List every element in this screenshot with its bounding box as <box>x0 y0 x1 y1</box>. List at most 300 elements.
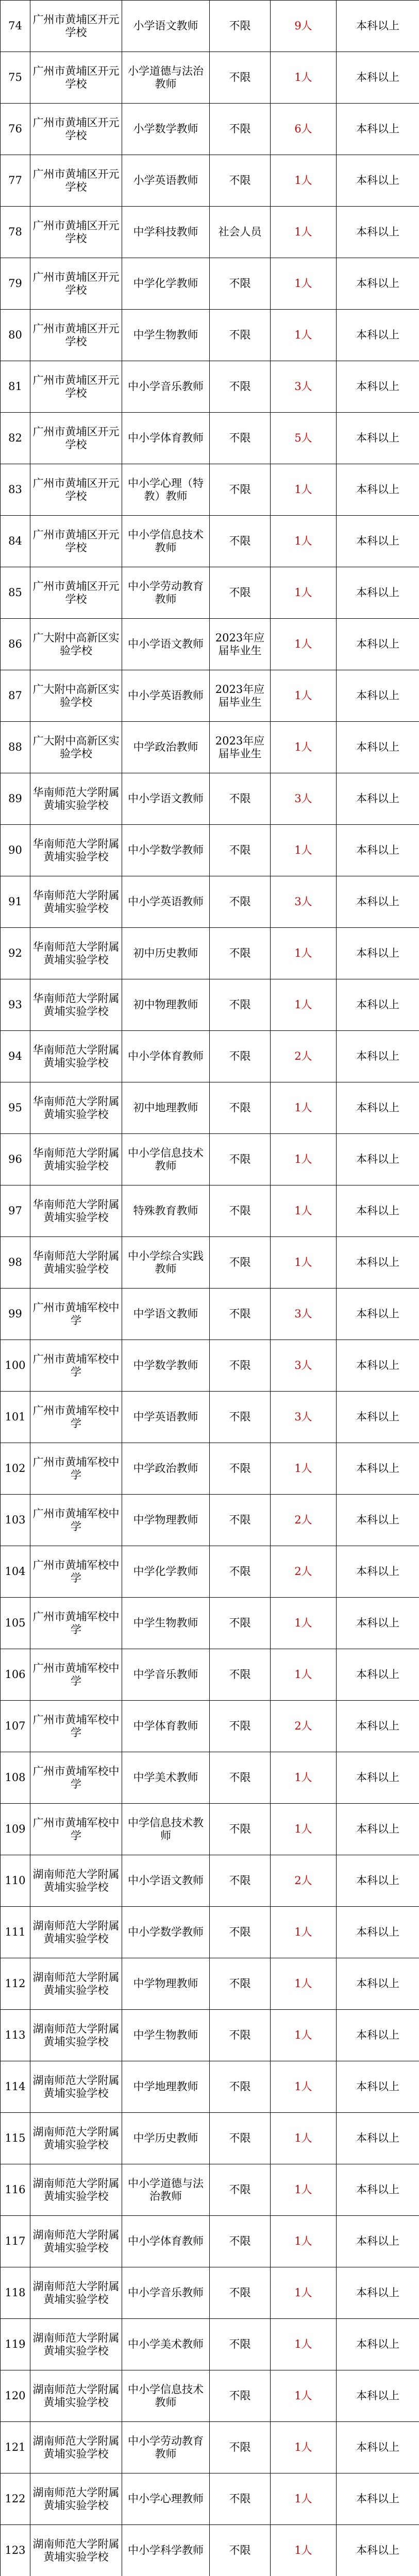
education-requirement: 本科以上 <box>337 876 419 928</box>
hire-count: 1人 <box>271 1907 337 1958</box>
table-row <box>1 310 419 361</box>
hire-count: 1人 <box>271 825 337 876</box>
hire-count: 1人 <box>271 1598 337 1649</box>
table-row <box>1 1289 419 1340</box>
education-requirement: 本科以上 <box>337 2010 419 2061</box>
candidate-requirement: 不限 <box>210 2422 271 2473</box>
education-requirement: 本科以上 <box>337 155 419 207</box>
position-title: 特殊教育教师 <box>122 1185 210 1237</box>
table-row <box>1 413 419 464</box>
position-title: 中小学体育教师 <box>122 413 210 464</box>
table-row <box>1 1 419 52</box>
school-name: 广州市黄埔区开元学校 <box>30 413 122 464</box>
table-row <box>1 1855 419 1907</box>
hire-count: 1人 <box>271 2267 337 2319</box>
table-row <box>1 2113 419 2164</box>
row-number: 121 <box>1 2422 30 2473</box>
hire-count: 1人 <box>271 1237 337 1289</box>
row-number: 86 <box>1 619 30 670</box>
school-name: 广大附中高新区实验学校 <box>30 670 122 722</box>
position-title: 中小学劳动教育教师 <box>122 567 210 619</box>
education-requirement: 本科以上 <box>337 2370 419 2422</box>
candidate-requirement: 不限 <box>210 1701 271 1752</box>
education-requirement: 本科以上 <box>337 1392 419 1443</box>
position-title: 中学英语教师 <box>122 1392 210 1443</box>
position-title: 中小学英语教师 <box>122 670 210 722</box>
row-number: 75 <box>1 52 30 104</box>
education-requirement: 本科以上 <box>337 207 419 258</box>
row-number: 98 <box>1 1237 30 1289</box>
table-row <box>1 2370 419 2422</box>
hire-count: 1人 <box>271 1134 337 1185</box>
candidate-requirement: 不限 <box>210 2061 271 2113</box>
candidate-requirement: 不限 <box>210 310 271 361</box>
hire-count: 1人 <box>271 1804 337 1855</box>
school-name: 华南师范大学附属黄埔实验学校 <box>30 876 122 928</box>
hire-count: 3人 <box>271 876 337 928</box>
school-name: 湖南师范大学附属黄埔实验学校 <box>30 2113 122 2164</box>
candidate-requirement: 不限 <box>210 1031 271 1082</box>
position-title: 中小学音乐教师 <box>122 361 210 413</box>
candidate-requirement: 不限 <box>210 1598 271 1649</box>
position-title: 小学数学教师 <box>122 104 210 155</box>
candidate-requirement: 不限 <box>210 1546 271 1598</box>
hire-count: 2人 <box>271 1031 337 1082</box>
table-row <box>1 1958 419 2010</box>
position-title: 中学化学教师 <box>122 258 210 310</box>
education-requirement: 本科以上 <box>337 1031 419 1082</box>
candidate-requirement: 2023年应届毕业生 <box>210 619 271 670</box>
row-number: 88 <box>1 722 30 773</box>
education-requirement: 本科以上 <box>337 1855 419 1907</box>
candidate-requirement: 不限 <box>210 1185 271 1237</box>
education-requirement: 本科以上 <box>337 722 419 773</box>
school-name: 湖南师范大学附属黄埔实验学校 <box>30 2422 122 2473</box>
education-requirement: 本科以上 <box>337 1443 419 1495</box>
candidate-requirement: 不限 <box>210 2164 271 2216</box>
table-row <box>1 2267 419 2319</box>
school-name: 广州市黄埔军校中学 <box>30 1598 122 1649</box>
position-title: 小学道德与法治教师 <box>122 52 210 104</box>
position-title: 中小学语文教师 <box>122 773 210 825</box>
row-number: 105 <box>1 1598 30 1649</box>
table-row <box>1 979 419 1031</box>
candidate-requirement: 不限 <box>210 2113 271 2164</box>
row-number: 76 <box>1 104 30 155</box>
hire-count: 1人 <box>271 670 337 722</box>
row-number: 83 <box>1 464 30 516</box>
hire-count: 1人 <box>271 619 337 670</box>
school-name: 广州市黄埔军校中学 <box>30 1443 122 1495</box>
candidate-requirement: 不限 <box>210 825 271 876</box>
candidate-requirement: 不限 <box>210 2473 271 2525</box>
education-requirement: 本科以上 <box>337 1 419 52</box>
table-row <box>1 516 419 567</box>
table-row <box>1 1907 419 1958</box>
row-number: 116 <box>1 2164 30 2216</box>
candidate-requirement: 不限 <box>210 2319 271 2370</box>
education-requirement: 本科以上 <box>337 1289 419 1340</box>
hire-count: 1人 <box>271 2319 337 2370</box>
table-row <box>1 825 419 876</box>
position-title: 中小学音乐教师 <box>122 2267 210 2319</box>
position-title: 初中历史教师 <box>122 928 210 979</box>
education-requirement: 本科以上 <box>337 1546 419 1598</box>
position-title: 中学化学教师 <box>122 1546 210 1598</box>
row-number: 101 <box>1 1392 30 1443</box>
row-number: 106 <box>1 1649 30 1701</box>
school-name: 广州市黄埔区开元学校 <box>30 516 122 567</box>
education-requirement: 本科以上 <box>337 825 419 876</box>
school-name: 湖南师范大学附属黄埔实验学校 <box>30 2010 122 2061</box>
hire-count: 1人 <box>271 1443 337 1495</box>
table-row <box>1 876 419 928</box>
education-requirement: 本科以上 <box>337 52 419 104</box>
education-requirement: 本科以上 <box>337 1907 419 1958</box>
candidate-requirement: 不限 <box>210 1134 271 1185</box>
school-name: 广州市黄埔军校中学 <box>30 1804 122 1855</box>
row-number: 102 <box>1 1443 30 1495</box>
education-requirement: 本科以上 <box>337 1752 419 1804</box>
school-name: 广州市黄埔区开元学校 <box>30 567 122 619</box>
candidate-requirement: 不限 <box>210 773 271 825</box>
row-number: 93 <box>1 979 30 1031</box>
hire-count: 1人 <box>271 2422 337 2473</box>
education-requirement: 本科以上 <box>337 2319 419 2370</box>
row-number: 108 <box>1 1752 30 1804</box>
position-title: 中小学体育教师 <box>122 1031 210 1082</box>
education-requirement: 本科以上 <box>337 2525 419 2576</box>
position-title: 中小学道德与法治教师 <box>122 2164 210 2216</box>
hire-count: 1人 <box>271 2164 337 2216</box>
school-name: 广州市黄埔军校中学 <box>30 1289 122 1340</box>
row-number: 74 <box>1 1 30 52</box>
row-number: 78 <box>1 207 30 258</box>
hire-count: 5人 <box>271 413 337 464</box>
school-name: 广州市黄埔军校中学 <box>30 1340 122 1392</box>
table-row <box>1 2164 419 2216</box>
hire-count: 1人 <box>271 722 337 773</box>
table-row <box>1 1031 419 1082</box>
position-title: 中学语文教师 <box>122 1289 210 1340</box>
candidate-requirement: 不限 <box>210 1392 271 1443</box>
position-title: 初中物理教师 <box>122 979 210 1031</box>
row-number: 91 <box>1 876 30 928</box>
education-requirement: 本科以上 <box>337 2422 419 2473</box>
education-requirement: 本科以上 <box>337 104 419 155</box>
candidate-requirement: 不限 <box>210 567 271 619</box>
table-row <box>1 2216 419 2267</box>
hire-count: 1人 <box>271 1082 337 1134</box>
position-title: 小学英语教师 <box>122 155 210 207</box>
table-row <box>1 1701 419 1752</box>
education-requirement: 本科以上 <box>337 979 419 1031</box>
school-name: 华南师范大学附属黄埔实验学校 <box>30 773 122 825</box>
position-title: 中学音乐教师 <box>122 1649 210 1701</box>
hire-count: 1人 <box>271 2061 337 2113</box>
table-row <box>1 464 419 516</box>
education-requirement: 本科以上 <box>337 1598 419 1649</box>
candidate-requirement: 不限 <box>210 2216 271 2267</box>
education-requirement: 本科以上 <box>337 1701 419 1752</box>
position-title: 中小学心理教师 <box>122 2473 210 2525</box>
row-number: 92 <box>1 928 30 979</box>
school-name: 华南师范大学附属黄埔实验学校 <box>30 1237 122 1289</box>
school-name: 湖南师范大学附属黄埔实验学校 <box>30 2164 122 2216</box>
education-requirement: 本科以上 <box>337 670 419 722</box>
position-title: 中学历史教师 <box>122 2113 210 2164</box>
school-name: 广州市黄埔军校中学 <box>30 1392 122 1443</box>
hire-count: 1人 <box>271 928 337 979</box>
school-name: 华南师范大学附属黄埔实验学校 <box>30 979 122 1031</box>
education-requirement: 本科以上 <box>337 773 419 825</box>
hire-count: 2人 <box>271 1855 337 1907</box>
row-number: 103 <box>1 1495 30 1546</box>
school-name: 湖南师范大学附属黄埔实验学校 <box>30 2267 122 2319</box>
candidate-requirement: 不限 <box>210 1443 271 1495</box>
position-title: 中小学信息技术教师 <box>122 1134 210 1185</box>
table-row <box>1 2422 419 2473</box>
candidate-requirement: 不限 <box>210 876 271 928</box>
position-title: 中学政治教师 <box>122 722 210 773</box>
hire-count: 2人 <box>271 1546 337 1598</box>
table-row <box>1 258 419 310</box>
candidate-requirement: 不限 <box>210 1495 271 1546</box>
candidate-requirement: 不限 <box>210 516 271 567</box>
education-requirement: 本科以上 <box>337 928 419 979</box>
row-number: 77 <box>1 155 30 207</box>
table-row <box>1 2525 419 2576</box>
position-title: 小学语文教师 <box>122 1 210 52</box>
position-title: 中学美术教师 <box>122 1752 210 1804</box>
hire-count: 1人 <box>271 155 337 207</box>
candidate-requirement: 社会人员 <box>210 207 271 258</box>
position-title: 中小学数学教师 <box>122 825 210 876</box>
position-title: 中学物理教师 <box>122 1958 210 2010</box>
hire-count: 1人 <box>271 258 337 310</box>
school-name: 广州市黄埔军校中学 <box>30 1752 122 1804</box>
candidate-requirement: 不限 <box>210 1082 271 1134</box>
education-requirement: 本科以上 <box>337 567 419 619</box>
education-requirement: 本科以上 <box>337 361 419 413</box>
hire-count: 1人 <box>271 1649 337 1701</box>
row-number: 118 <box>1 2267 30 2319</box>
hire-count: 9人 <box>271 1 337 52</box>
row-number: 123 <box>1 2525 30 2576</box>
position-title: 中学体育教师 <box>122 1701 210 1752</box>
row-number: 85 <box>1 567 30 619</box>
education-requirement: 本科以上 <box>337 413 419 464</box>
row-number: 120 <box>1 2370 30 2422</box>
candidate-requirement: 不限 <box>210 1855 271 1907</box>
school-name: 广州市黄埔军校中学 <box>30 1495 122 1546</box>
education-requirement: 本科以上 <box>337 2113 419 2164</box>
school-name: 广州市黄埔区开元学校 <box>30 155 122 207</box>
table-row <box>1 207 419 258</box>
position-title: 中小学美术教师 <box>122 2319 210 2370</box>
education-requirement: 本科以上 <box>337 2216 419 2267</box>
school-name: 广州市黄埔区开元学校 <box>30 52 122 104</box>
row-number: 95 <box>1 1082 30 1134</box>
education-requirement: 本科以上 <box>337 2267 419 2319</box>
table-row <box>1 1185 419 1237</box>
table-row <box>1 1082 419 1134</box>
position-title: 中小学信息技术教师 <box>122 2370 210 2422</box>
education-requirement: 本科以上 <box>337 1495 419 1546</box>
candidate-requirement: 2023年应届毕业生 <box>210 722 271 773</box>
position-title: 中学政治教师 <box>122 1443 210 1495</box>
row-number: 112 <box>1 1958 30 2010</box>
row-number: 84 <box>1 516 30 567</box>
position-title: 中小学综合实践教师 <box>122 1237 210 1289</box>
candidate-requirement: 不限 <box>210 104 271 155</box>
school-name: 湖南师范大学附属黄埔实验学校 <box>30 2061 122 2113</box>
table-row <box>1 52 419 104</box>
hire-count: 2人 <box>271 1495 337 1546</box>
table-row <box>1 619 419 670</box>
school-name: 湖南师范大学附属黄埔实验学校 <box>30 2370 122 2422</box>
candidate-requirement: 不限 <box>210 928 271 979</box>
candidate-requirement: 不限 <box>210 1340 271 1392</box>
position-title: 中学生物教师 <box>122 2010 210 2061</box>
school-name: 广州市黄埔区开元学校 <box>30 361 122 413</box>
table-body <box>1 1 419 2576</box>
row-number: 115 <box>1 2113 30 2164</box>
table-row <box>1 1649 419 1701</box>
hire-count: 1人 <box>271 310 337 361</box>
candidate-requirement: 2023年应届毕业生 <box>210 670 271 722</box>
education-requirement: 本科以上 <box>337 2061 419 2113</box>
candidate-requirement: 不限 <box>210 2370 271 2422</box>
candidate-requirement: 不限 <box>210 1804 271 1855</box>
hire-count: 3人 <box>271 1392 337 1443</box>
row-number: 122 <box>1 2473 30 2525</box>
candidate-requirement: 不限 <box>210 413 271 464</box>
school-name: 广州市黄埔区开元学校 <box>30 1 122 52</box>
hire-count: 3人 <box>271 1340 337 1392</box>
candidate-requirement: 不限 <box>210 1958 271 2010</box>
hire-count: 1人 <box>271 2473 337 2525</box>
candidate-requirement: 不限 <box>210 1 271 52</box>
position-title: 中学物理教师 <box>122 1495 210 1546</box>
hire-count: 1人 <box>271 2525 337 2576</box>
position-title: 中学数学教师 <box>122 1340 210 1392</box>
candidate-requirement: 不限 <box>210 1237 271 1289</box>
hire-count: 1人 <box>271 567 337 619</box>
school-name: 华南师范大学附属黄埔实验学校 <box>30 1134 122 1185</box>
table-row <box>1 1804 419 1855</box>
school-name: 广州市黄埔区开元学校 <box>30 310 122 361</box>
hire-count: 1人 <box>271 1185 337 1237</box>
hire-count: 1人 <box>271 207 337 258</box>
row-number: 97 <box>1 1185 30 1237</box>
table-row <box>1 1598 419 1649</box>
school-name: 广州市黄埔军校中学 <box>30 1546 122 1598</box>
hire-count: 1人 <box>271 2010 337 2061</box>
table-row <box>1 1134 419 1185</box>
school-name: 湖南师范大学附属黄埔实验学校 <box>30 2216 122 2267</box>
school-name: 广州市黄埔军校中学 <box>30 1701 122 1752</box>
table-row <box>1 670 419 722</box>
education-requirement: 本科以上 <box>337 516 419 567</box>
candidate-requirement: 不限 <box>210 52 271 104</box>
table-row <box>1 1392 419 1443</box>
position-title: 中小学科学教师 <box>122 2525 210 2576</box>
education-requirement: 本科以上 <box>337 1082 419 1134</box>
hire-count: 6人 <box>271 104 337 155</box>
row-number: 109 <box>1 1804 30 1855</box>
education-requirement: 本科以上 <box>337 310 419 361</box>
candidate-requirement: 不限 <box>210 464 271 516</box>
candidate-requirement: 不限 <box>210 361 271 413</box>
row-number: 89 <box>1 773 30 825</box>
school-name: 广州市黄埔区开元学校 <box>30 464 122 516</box>
education-requirement: 本科以上 <box>337 1958 419 2010</box>
school-name: 华南师范大学附属黄埔实验学校 <box>30 1185 122 1237</box>
candidate-requirement: 不限 <box>210 258 271 310</box>
candidate-requirement: 不限 <box>210 155 271 207</box>
school-name: 华南师范大学附属黄埔实验学校 <box>30 928 122 979</box>
position-title: 中小学劳动教育教师 <box>122 2422 210 2473</box>
candidate-requirement: 不限 <box>210 1752 271 1804</box>
row-number: 81 <box>1 361 30 413</box>
education-requirement: 本科以上 <box>337 258 419 310</box>
row-number: 96 <box>1 1134 30 1185</box>
row-number: 111 <box>1 1907 30 1958</box>
hire-count: 1人 <box>271 1958 337 2010</box>
table-row <box>1 773 419 825</box>
position-title: 初中地理教师 <box>122 1082 210 1134</box>
candidate-requirement: 不限 <box>210 1649 271 1701</box>
table-row <box>1 722 419 773</box>
school-name: 湖南师范大学附属黄埔实验学校 <box>30 2525 122 2576</box>
school-name: 湖南师范大学附属黄埔实验学校 <box>30 1855 122 1907</box>
table-row <box>1 1546 419 1598</box>
school-name: 湖南师范大学附属黄埔实验学校 <box>30 2473 122 2525</box>
school-name: 湖南师范大学附属黄埔实验学校 <box>30 1907 122 1958</box>
row-number: 99 <box>1 1289 30 1340</box>
table-row <box>1 2319 419 2370</box>
candidate-requirement: 不限 <box>210 2525 271 2576</box>
row-number: 79 <box>1 258 30 310</box>
row-number: 104 <box>1 1546 30 1598</box>
candidate-requirement: 不限 <box>210 979 271 1031</box>
table-row <box>1 1752 419 1804</box>
hire-count: 3人 <box>271 773 337 825</box>
table-row <box>1 1495 419 1546</box>
row-number: 80 <box>1 310 30 361</box>
hire-count: 1人 <box>271 464 337 516</box>
school-name: 华南师范大学附属黄埔实验学校 <box>30 1031 122 1082</box>
position-title: 中小学数学教师 <box>122 1907 210 1958</box>
school-name: 广州市黄埔区开元学校 <box>30 104 122 155</box>
education-requirement: 本科以上 <box>337 2164 419 2216</box>
school-name: 广州市黄埔区开元学校 <box>30 207 122 258</box>
hire-count: 1人 <box>271 516 337 567</box>
education-requirement: 本科以上 <box>337 1340 419 1392</box>
candidate-requirement: 不限 <box>210 2267 271 2319</box>
hire-count: 3人 <box>271 1289 337 1340</box>
row-number: 90 <box>1 825 30 876</box>
hire-count: 1人 <box>271 2370 337 2422</box>
education-requirement: 本科以上 <box>337 2473 419 2525</box>
school-name: 广州市黄埔军校中学 <box>30 1649 122 1701</box>
table-row <box>1 361 419 413</box>
row-number: 119 <box>1 2319 30 2370</box>
hire-count: 3人 <box>271 361 337 413</box>
education-requirement: 本科以上 <box>337 464 419 516</box>
school-name: 广州市黄埔区开元学校 <box>30 258 122 310</box>
